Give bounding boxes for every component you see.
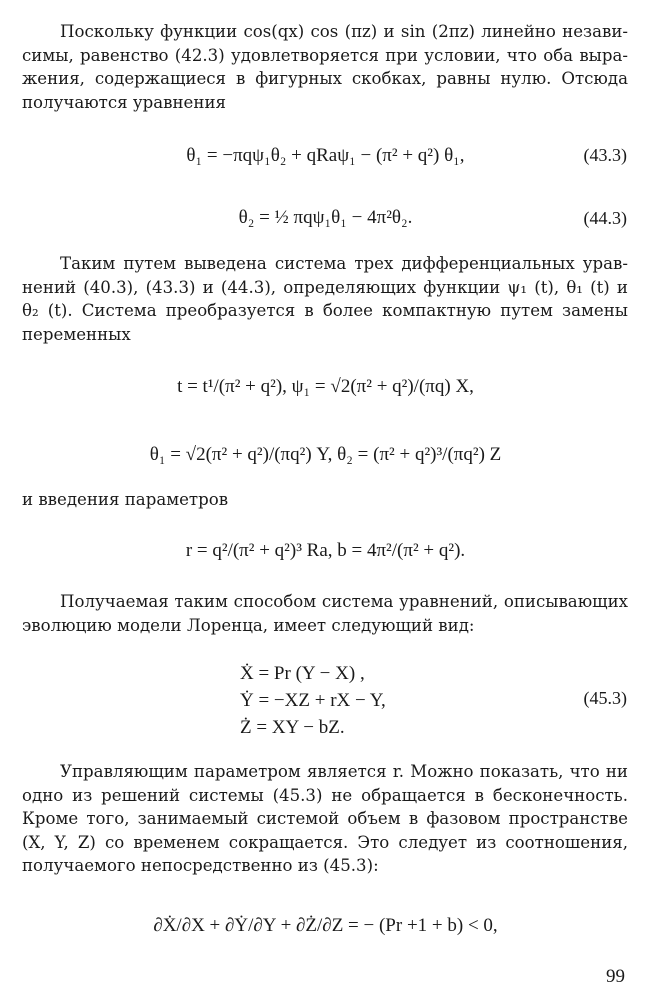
paragraph-parameters: и введения параметров [22, 490, 229, 509]
lorenz-equation-x: Ẋ = Pr (Y − X) , [240, 663, 365, 684]
parameters-equation: r = q²/(π² + q²)³ Ra, b = 4π²/(π² + q²). [185, 540, 466, 561]
equation-number-43: (43.3) [583, 145, 627, 165]
paragraph-lorenz: Получаемая таким способом система уравнений, описывающих эволюцию модели Лоренца, имеет следующий вид: [22, 592, 628, 635]
equation-44: θ₂ = ½ πqψ₁θ₁ − 4π²θ₂. [238, 207, 413, 228]
page-number: 99 [606, 966, 625, 987]
paragraph-control: Управляющим параметром является r. Можно показать, что ни одно из решений системы (45.3) не обращается в бесконечность. Кроме того, занимаемый системой объем в фазовом пространстве (X, Y, Z) со временем сокращается. Это следует из соотношения, получаемого непосредственно из (45.3): [22, 762, 628, 875]
equation-number-45: (45.3) [583, 688, 627, 708]
equation-number-44: (44.3) [583, 208, 627, 228]
lorenz-equation-z: Ż = XY − bZ. [240, 717, 345, 738]
equation-43: θ₁ = −πqψ₁θ₂ + qRaψ₁ − (π² + q²) θ₁, [186, 145, 465, 166]
paragraph-system: Таким путем выведена система трех дифференциальных урав- нений (40.3), (43.3) и (44.3), определяющих функции ψ₁ (t), θ₁ (t) и θ₂ (t). Система преобразуется в более компактную путем замены переменных [22, 254, 628, 344]
substitution-line-1: t = t¹/(π² + q²), ψ₁ = √2(π² + q²)/(πq) X, [177, 376, 474, 397]
lorenz-equation-y: Ẏ = −XZ + rX − Y, [240, 690, 386, 711]
substitution-line-2: θ₁ = √2(π² + q²)/(πq²) Y, θ₂ = (π² + q²)³/(πq²) Z [149, 444, 502, 465]
lorenz-system [240, 660, 386, 741]
divergence-equation: ∂Ẋ/∂X + ∂Ẏ/∂Y + ∂Ż/∂Z = − (Pr +1 + b) < 0, [153, 915, 498, 936]
paragraph-intro: Поскольку функции cos(qx) cos (πz) и sin (2πz) линейно незави- симы, равенство (42.3) удовлетворяется при условии, что оба выра- жения, содержащиеся в фигурных скобках, равны нулю. Отсюда получаются уравнения [22, 22, 628, 112]
